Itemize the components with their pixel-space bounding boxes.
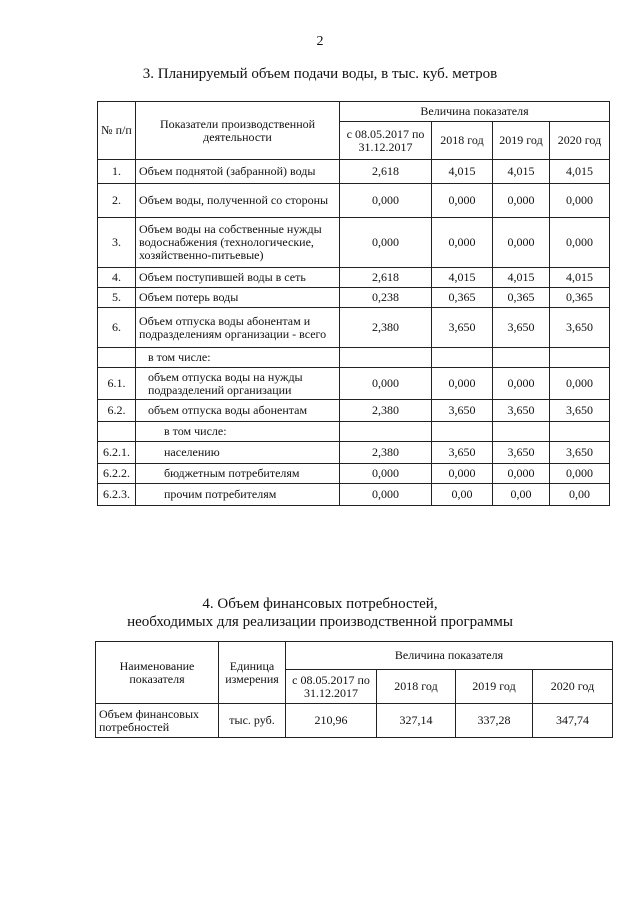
row-value: 0,000 (340, 184, 432, 218)
row-value (493, 422, 550, 442)
fin-row-value: 337,28 (456, 704, 533, 738)
water-supply-rows (98, 160, 610, 506)
row-value: 3,650 (432, 308, 493, 348)
row-value: 0,000 (340, 368, 432, 400)
row-indicator: в том числе: (136, 422, 340, 442)
fin-header-2019: 2019 год (456, 670, 533, 704)
row-value: 3,650 (432, 442, 493, 464)
row-number: 1. (98, 160, 136, 184)
row-value: 3,650 (493, 308, 550, 348)
row-value: 0,000 (432, 368, 493, 400)
row-value: 0,000 (432, 464, 493, 484)
row-value: 0,00 (550, 484, 610, 506)
row-indicator: Объем поднятой (забранной) воды (136, 160, 340, 184)
row-indicator: в том числе: (136, 348, 340, 368)
row-value (340, 348, 432, 368)
header-2019: 2019 год (493, 122, 550, 160)
row-indicator: Объем отпуска воды абонентам и подразделениям организации - всего (136, 308, 340, 348)
row-value: 0,000 (340, 484, 432, 506)
row-value: 0,000 (493, 184, 550, 218)
header-2020: 2020 год (550, 122, 610, 160)
row-number (98, 348, 136, 368)
row-value: 4,015 (550, 160, 610, 184)
row-number: 6. (98, 308, 136, 348)
table-row (98, 442, 610, 464)
row-value: 0,365 (493, 288, 550, 308)
row-value (432, 422, 493, 442)
fin-row-unit: тыс. руб. (219, 704, 286, 738)
table-row (98, 160, 610, 184)
row-indicator: объем отпуска воды на нужды подразделений организации (136, 368, 340, 400)
row-number: 5. (98, 288, 136, 308)
fin-row-value: 210,96 (286, 704, 377, 738)
row-value: 3,650 (493, 442, 550, 464)
header-period: с 08.05.2017 по 31.12.2017 (340, 122, 432, 160)
table-row (98, 348, 610, 368)
row-value: 4,015 (493, 160, 550, 184)
row-number: 3. (98, 218, 136, 268)
row-indicator: объем отпуска воды абонентам (136, 400, 340, 422)
row-value: 0,000 (340, 218, 432, 268)
row-value: 4,015 (432, 268, 493, 288)
row-number: 2. (98, 184, 136, 218)
table-row (98, 218, 610, 268)
row-value (550, 422, 610, 442)
row-number: 6.2.2. (98, 464, 136, 484)
row-number: 6.1. (98, 368, 136, 400)
row-indicator: населению (136, 442, 340, 464)
row-value (340, 422, 432, 442)
fin-header-unit: Единица измерения (219, 642, 286, 704)
row-value: 0,00 (493, 484, 550, 506)
fin-header-name: Наименование показателя (96, 642, 219, 704)
row-indicator: бюджетным потребителям (136, 464, 340, 484)
row-number (98, 422, 136, 442)
table-row (98, 464, 610, 484)
table-row (98, 400, 610, 422)
row-value: 0,000 (340, 464, 432, 484)
row-number: 4. (98, 268, 136, 288)
table-row (98, 422, 610, 442)
row-indicator: Объем поступившей воды в сеть (136, 268, 340, 288)
water-supply-table (97, 101, 610, 506)
row-value: 0,000 (550, 464, 610, 484)
row-value: 2,618 (340, 268, 432, 288)
row-value: 0,000 (432, 218, 493, 268)
row-value (550, 348, 610, 368)
header-num: № п/п (98, 102, 136, 160)
section3-title: 3. Планируемый объем подачи воды, в тыс. куб. метров (142, 66, 498, 82)
header-2018: 2018 год (432, 122, 493, 160)
row-number: 6.2. (98, 400, 136, 422)
row-indicator: Объем воды, полученной со стороны (136, 184, 340, 218)
row-indicator: прочим потребителям (136, 484, 340, 506)
row-value: 0,000 (550, 218, 610, 268)
row-value: 0,238 (340, 288, 432, 308)
fin-header-2018: 2018 год (377, 670, 456, 704)
row-value: 0,000 (493, 464, 550, 484)
table-row (98, 484, 610, 506)
row-value: 0,000 (432, 184, 493, 218)
fin-row-name: Объем финансовых потребностей (96, 704, 219, 738)
row-value: 0,00 (432, 484, 493, 506)
page-number: 2 (316, 34, 324, 49)
row-value (493, 348, 550, 368)
row-value: 2,380 (340, 400, 432, 422)
table-row (98, 308, 610, 348)
header-indicator: Показатели производственной деятельности (136, 102, 340, 160)
row-value: 0,365 (432, 288, 493, 308)
row-value: 0,000 (493, 218, 550, 268)
row-value (432, 348, 493, 368)
row-indicator: Объем потерь воды (136, 288, 340, 308)
row-number: 6.2.3. (98, 484, 136, 506)
table-row (98, 368, 610, 400)
fin-header-2020: 2020 год (533, 670, 613, 704)
section4-title-line1: 4. Объем финансовых потребностей, (202, 596, 438, 612)
row-number: 6.2.1. (98, 442, 136, 464)
row-indicator: Объем воды на собственные нужды водоснабжения (технологические, хозяйственно-питьевые) (136, 218, 340, 268)
fin-header-period: с 08.05.2017 по 31.12.2017 (286, 670, 377, 704)
row-value: 3,650 (550, 308, 610, 348)
row-value: 0,000 (550, 184, 610, 218)
section4-title-line2: необходимых для реализации производственной программы (127, 614, 513, 630)
section4-title (0, 595, 640, 631)
fin-row-value: 347,74 (533, 704, 613, 738)
row-value: 2,380 (340, 308, 432, 348)
row-value: 2,380 (340, 442, 432, 464)
row-value: 4,015 (432, 160, 493, 184)
row-value: 4,015 (493, 268, 550, 288)
financial-needs-table (95, 641, 613, 738)
row-value: 3,650 (432, 400, 493, 422)
header-value-group: Величина показателя (340, 102, 610, 122)
row-value: 2,618 (340, 160, 432, 184)
table-row (98, 268, 610, 288)
row-value: 0,000 (550, 368, 610, 400)
table-row (98, 288, 610, 308)
table-row (98, 184, 610, 218)
fin-row (96, 704, 613, 738)
fin-row-value: 327,14 (377, 704, 456, 738)
row-value: 3,650 (493, 400, 550, 422)
fin-header-value-group: Величина показателя (286, 642, 613, 670)
row-value: 3,650 (550, 400, 610, 422)
row-value: 3,650 (550, 442, 610, 464)
row-value: 0,365 (550, 288, 610, 308)
row-value: 4,015 (550, 268, 610, 288)
row-value: 0,000 (493, 368, 550, 400)
